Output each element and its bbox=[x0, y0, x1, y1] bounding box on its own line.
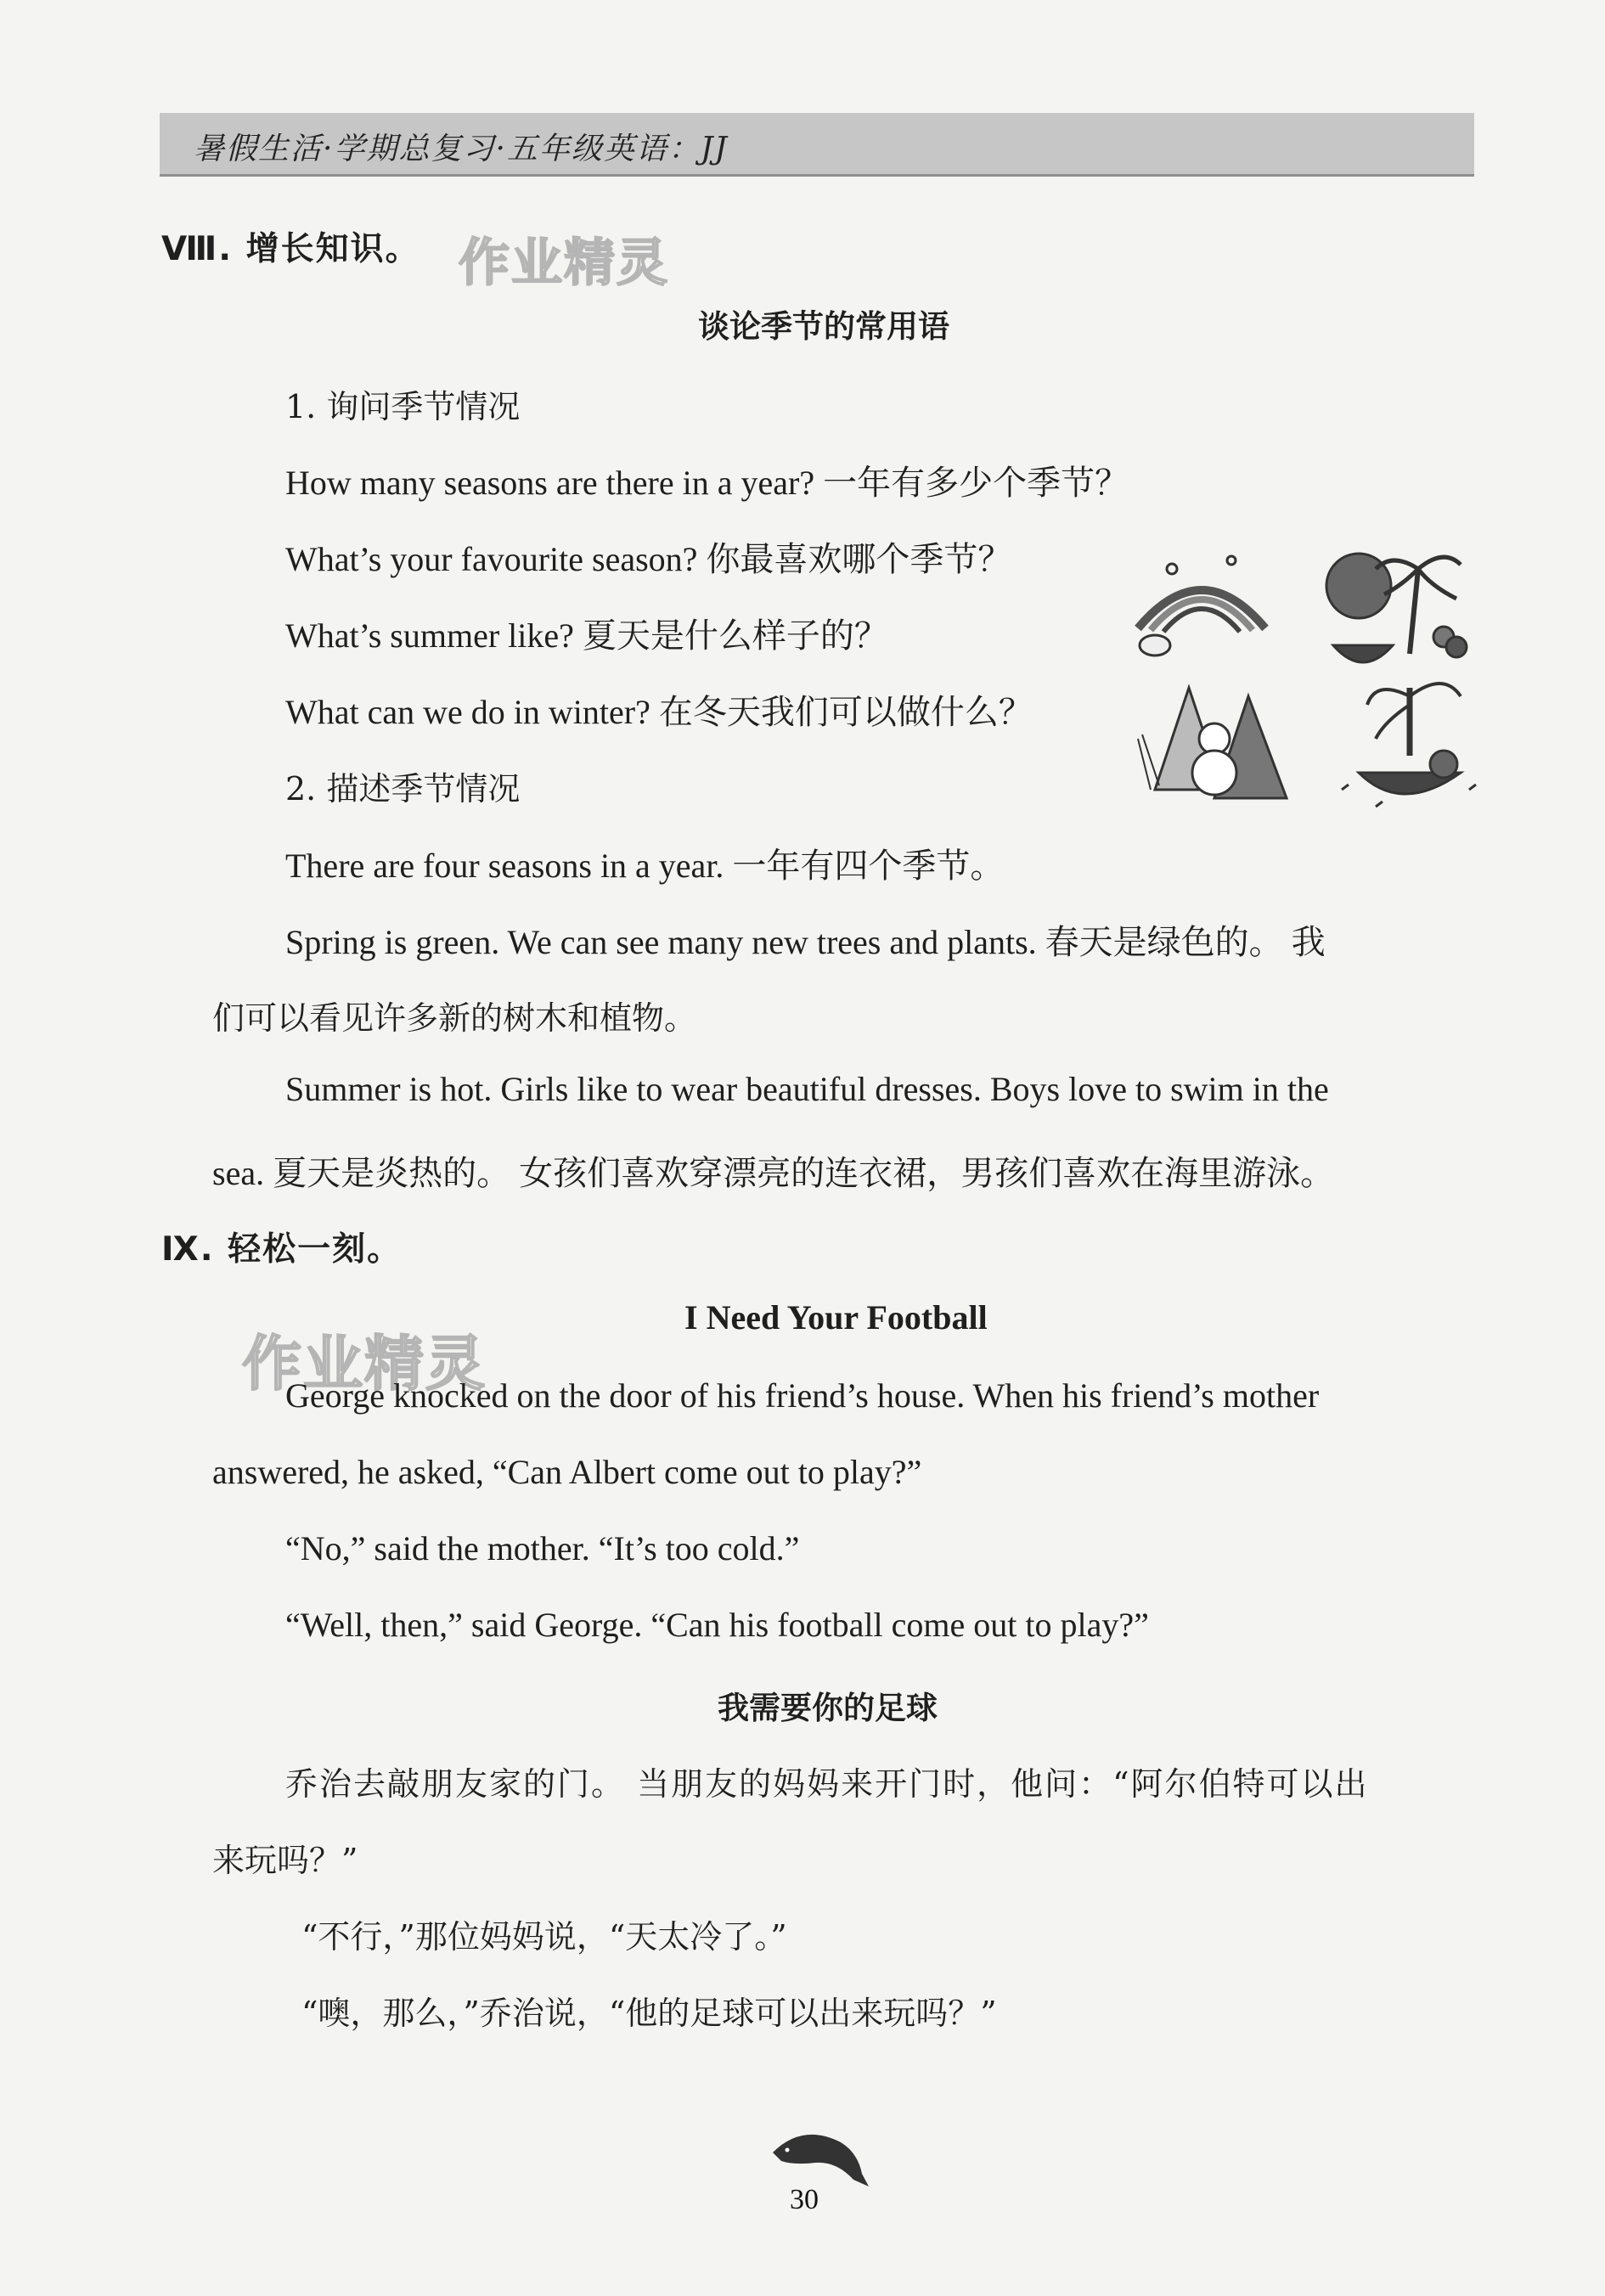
describe-2a: Spring is green. We can see many new trees and plants. 春天是绿色的。 我 bbox=[285, 923, 1326, 961]
describe-3b: sea. 夏天是炎热的。 女孩们喜欢穿漂亮的连衣裙，男孩们喜欢在海里游泳。 bbox=[212, 1154, 1335, 1192]
story-en-p1a: George knocked on the door of his friend’s house. When his friend’s mother bbox=[285, 1376, 1320, 1415]
header-band bbox=[160, 113, 1474, 177]
describe-3a: Summer is hot. Girls like to wear beautiful dresses. Boys love to swim in the bbox=[285, 1070, 1329, 1108]
question-1: How many seasons are there in a year? 一年有多少个季节？ bbox=[285, 464, 1129, 502]
subheading-ask: 1. 询问季节情况 bbox=[285, 388, 521, 425]
page-number: 30 bbox=[790, 2184, 819, 2215]
story-title-cn: 我需要你的足球 bbox=[718, 1690, 938, 1726]
story-en-p3: “Well, then,” said George. “Can his football come out to play?” bbox=[285, 1606, 1149, 1644]
story-title-en: I Need Your Football bbox=[684, 1298, 988, 1337]
question-4: What can we do in winter? 在冬天我们可以做什么？ bbox=[285, 693, 1033, 731]
story-en-p2: “No,” said the mother. “It’s too cold.” bbox=[285, 1529, 800, 1567]
section-8-title: Ⅷ. 增长知识。 bbox=[161, 230, 420, 268]
story-en-p1b: answered, he asked, “Can Albert come out to play?” bbox=[212, 1453, 922, 1491]
story-cn-p3: “噢，那么，”乔治说，“他的足球可以出来玩吗？” bbox=[301, 1995, 997, 2032]
four-seasons-illustration bbox=[1121, 535, 1486, 815]
story-cn-p2: “不行，”那位妈妈说，“天太冷了。” bbox=[301, 1918, 787, 1956]
question-3: What’s summer like? 夏天是什么样子的？ bbox=[285, 616, 888, 655]
header-title: 暑假生活·学期总复习·五年级英语：JJ bbox=[194, 132, 729, 166]
describe-1: There are four seasons in a year. 一年有四个季节。 bbox=[285, 847, 1005, 885]
story-cn-p1a: 乔治去敲朋友家的门。 当朋友的妈妈来开门时，他问：“阿尔伯特可以出 bbox=[285, 1765, 1369, 1803]
watermark-middle: 作业精灵 bbox=[242, 1329, 487, 1398]
story-cn-p1b: 来玩吗？” bbox=[212, 1842, 358, 1879]
dolphin-icon bbox=[769, 2127, 870, 2195]
describe-2b: 们可以看见许多新的树木和植物。 bbox=[212, 999, 697, 1037]
question-2: What’s your favourite season? 你最喜欢哪个季节？ bbox=[285, 540, 1012, 578]
section-9-title: Ⅸ. 轻松一刻。 bbox=[161, 1230, 403, 1269]
watermark-top: 作业精灵 bbox=[459, 234, 669, 293]
subheading-describe: 2. 描述季节情况 bbox=[285, 770, 521, 808]
section-8-heading: 谈论季节的常用语 bbox=[698, 308, 949, 345]
